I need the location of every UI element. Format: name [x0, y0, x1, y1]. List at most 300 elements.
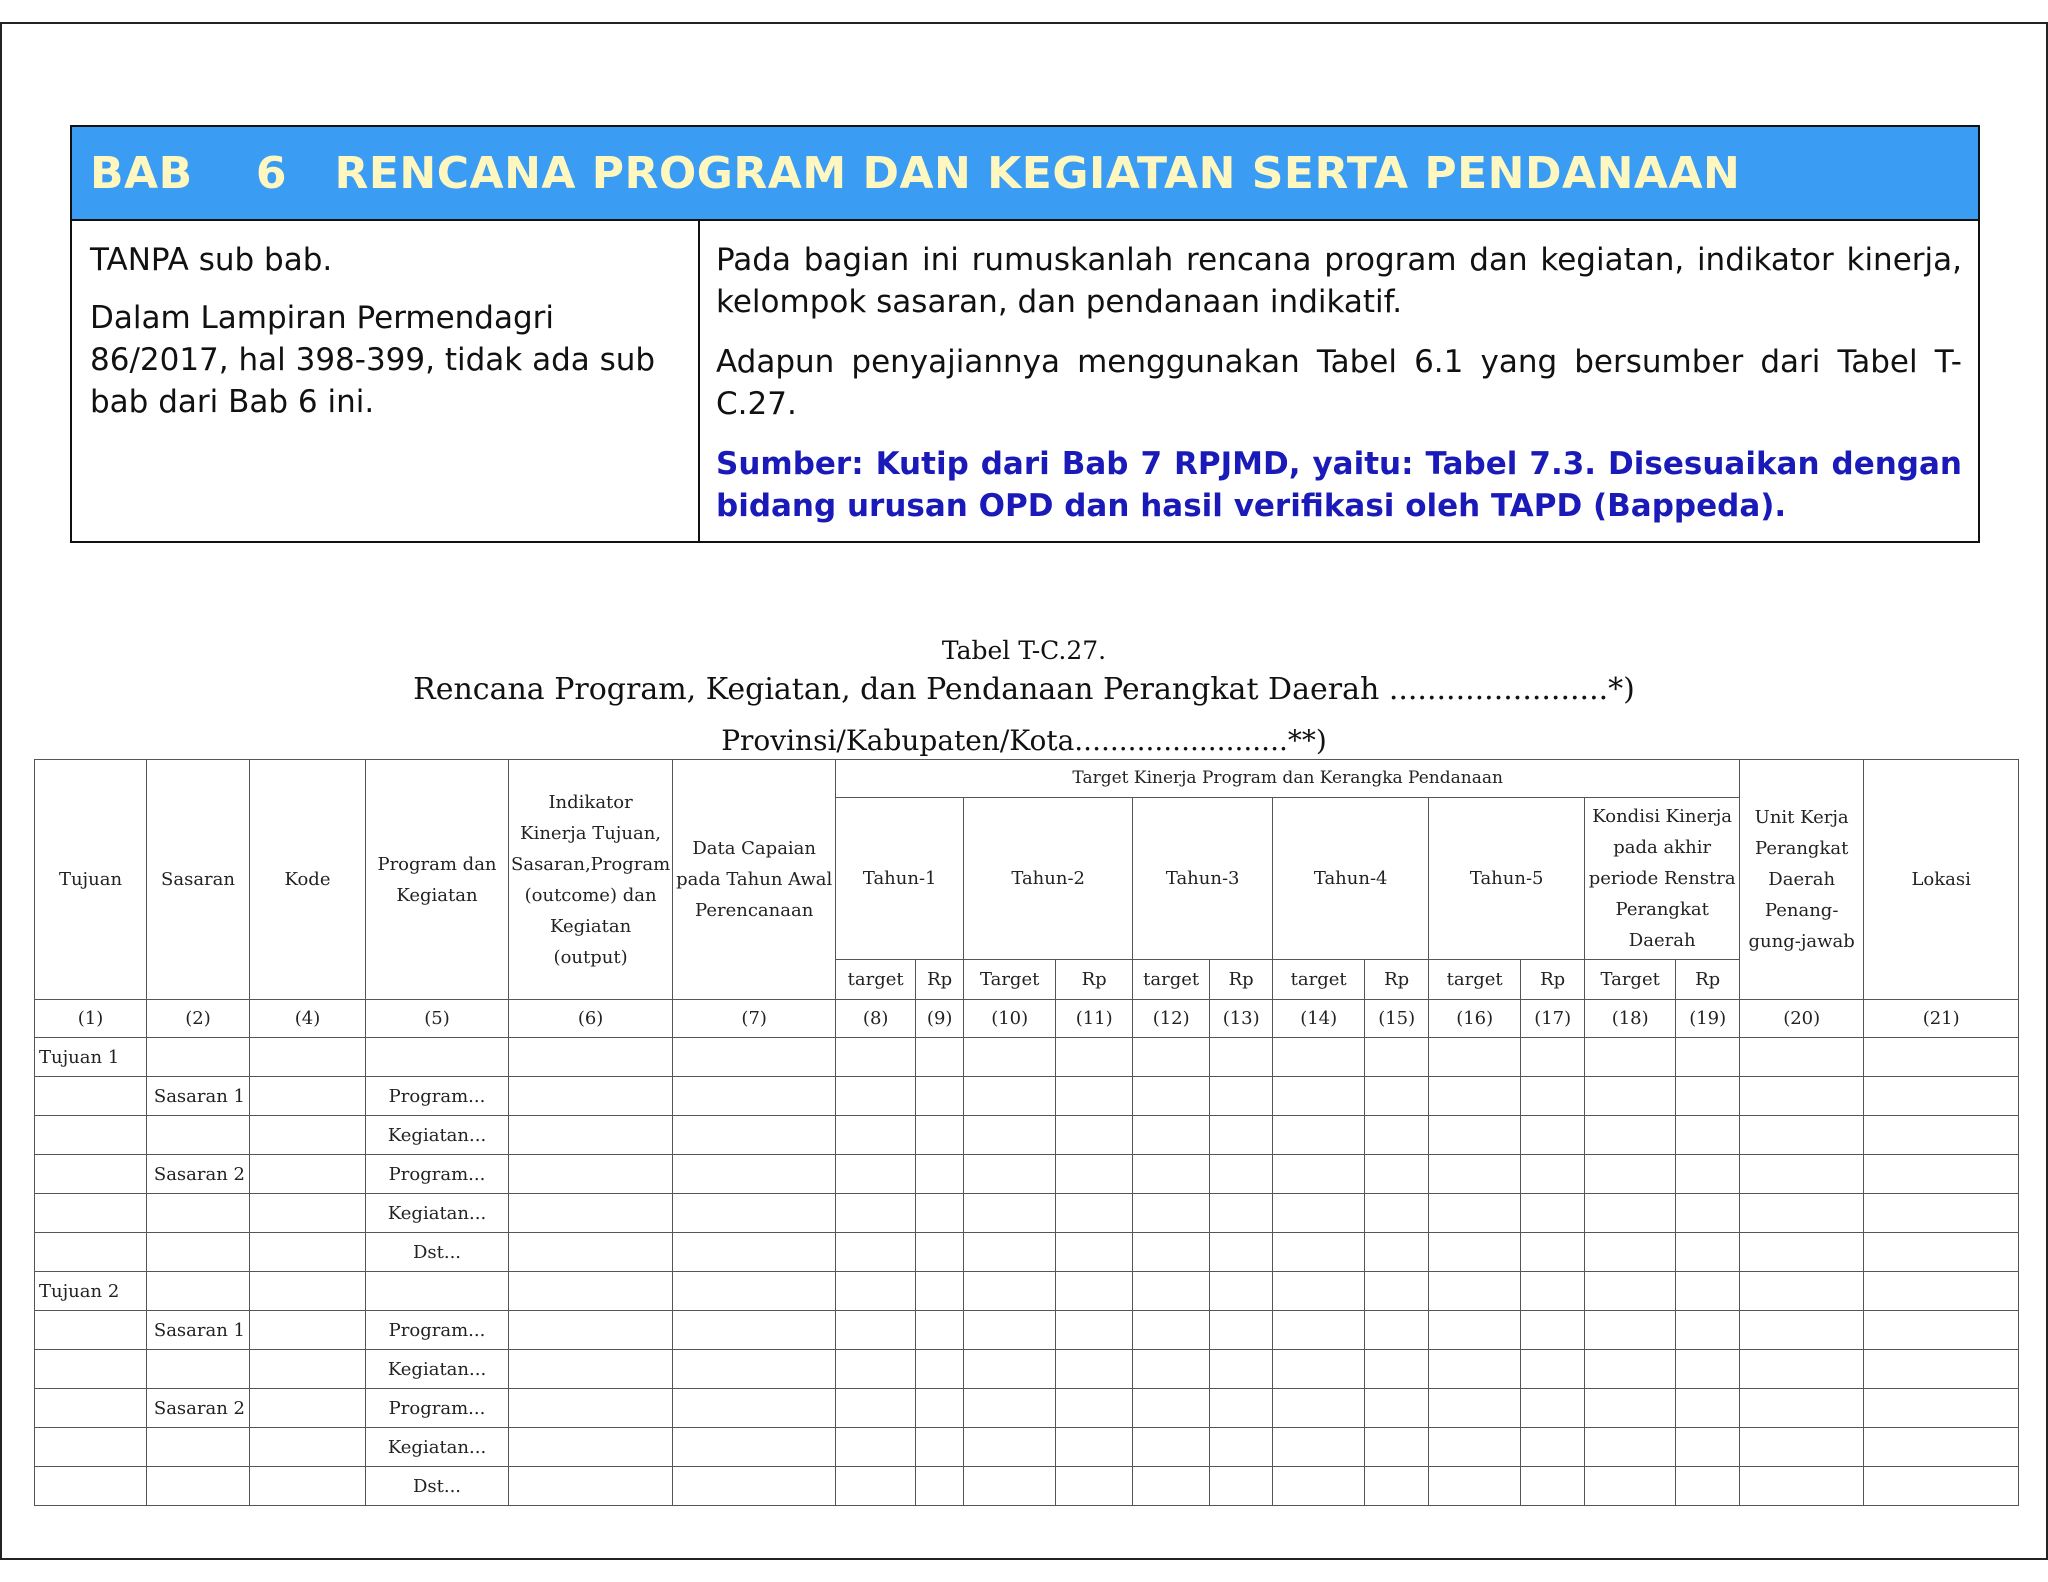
table-cell	[916, 1467, 964, 1506]
table-cell	[1429, 1272, 1521, 1311]
kondisi-line: Daerah	[1628, 930, 1696, 951]
header-tahun-3: Tahun-3	[1133, 798, 1273, 960]
table-cell	[250, 1194, 366, 1233]
table-cell	[1273, 1077, 1365, 1116]
cell-program: Program...	[366, 1311, 509, 1350]
table-cell	[916, 1233, 964, 1272]
kondisi-line: Kondisi Kinerja	[1592, 806, 1733, 827]
table-cell	[1521, 1428, 1585, 1467]
sub-header: Rp	[1676, 960, 1740, 1000]
table-cell	[250, 1155, 366, 1194]
cell-sasaran	[147, 1350, 250, 1389]
table-cell	[1133, 1155, 1210, 1194]
column-number: (11)	[1056, 1000, 1133, 1038]
table-cell	[509, 1077, 673, 1116]
table-cell	[673, 1038, 836, 1077]
unit-line: Unit Kerja	[1754, 807, 1849, 828]
table-cell	[673, 1077, 836, 1116]
table-cell	[1864, 1350, 2019, 1389]
column-number: (6)	[509, 1000, 673, 1038]
table-cell	[509, 1350, 673, 1389]
table-row	[35, 1428, 2019, 1467]
table-cell	[250, 1389, 366, 1428]
table-cell	[1429, 1467, 1521, 1506]
table-cell	[1365, 1155, 1429, 1194]
table-cell	[1676, 1467, 1740, 1506]
table-cell	[836, 1077, 916, 1116]
table-cell	[1210, 1233, 1273, 1272]
table-row	[35, 1116, 2019, 1155]
cell-tujuan	[35, 1311, 147, 1350]
table-cell	[1273, 1389, 1365, 1428]
table-cell	[1429, 1428, 1521, 1467]
table-cell	[250, 1311, 366, 1350]
table-cell	[509, 1389, 673, 1428]
table-cell	[836, 1350, 916, 1389]
table-cell	[1521, 1272, 1585, 1311]
table-cell	[1133, 1038, 1210, 1077]
table-row	[35, 1233, 2019, 1272]
table-cell	[1210, 1428, 1273, 1467]
header-lokasi: Lokasi	[1864, 760, 2019, 1000]
data-capaian-line: pada Tahun Awal	[676, 869, 833, 890]
table-cell	[1210, 1350, 1273, 1389]
table-cell	[509, 1428, 673, 1467]
column-number: (8)	[836, 1000, 916, 1038]
column-number: (12)	[1133, 1000, 1210, 1038]
table-cell	[1056, 1077, 1133, 1116]
table-cell	[1740, 1311, 1864, 1350]
header-tahun-4: Tahun-4	[1273, 798, 1429, 960]
table-row	[35, 1155, 2019, 1194]
header-kondisi-kinerja	[1585, 798, 1740, 960]
table-cell	[836, 1038, 916, 1077]
table-cell	[1429, 1233, 1521, 1272]
table-cell	[836, 1155, 916, 1194]
table-cell	[1521, 1038, 1585, 1077]
table-cell	[1210, 1038, 1273, 1077]
cell-tujuan	[35, 1155, 147, 1194]
table-cell	[916, 1155, 964, 1194]
table-cell	[673, 1155, 836, 1194]
table-cell	[1365, 1311, 1429, 1350]
cell-program: Kegiatan...	[366, 1116, 509, 1155]
cell-program: Dst...	[366, 1467, 509, 1506]
table-cell	[1429, 1038, 1521, 1077]
left-note-cell	[72, 221, 700, 541]
indikator-line: Kinerja Tujuan,	[520, 822, 662, 844]
table-cell	[1521, 1155, 1585, 1194]
unit-line: gung-jawab	[1748, 931, 1855, 952]
unit-line: Daerah	[1768, 869, 1836, 890]
table-cell	[836, 1389, 916, 1428]
table-cell	[1210, 1155, 1273, 1194]
cell-sasaran: Sasaran 1	[147, 1077, 250, 1116]
table-cell	[250, 1350, 366, 1389]
table-cell	[1585, 1389, 1676, 1428]
chapter-title: BAB 6 RENCANA PROGRAM DAN KEGIATAN SERTA PENDANAAN	[90, 147, 1741, 199]
header-kode: Kode	[250, 760, 366, 1000]
column-number: (17)	[1521, 1000, 1585, 1038]
table-cell	[836, 1311, 916, 1350]
table-cell	[250, 1038, 366, 1077]
chapter-title-bar	[72, 127, 1978, 221]
cell-tujuan: Tujuan 2	[35, 1272, 147, 1311]
indikator-line: Kegiatan (output)	[549, 915, 632, 968]
cell-program	[366, 1038, 509, 1077]
table-row	[35, 1272, 2019, 1311]
table-cell	[1365, 1350, 1429, 1389]
table-cell	[1585, 1116, 1676, 1155]
table-cell	[964, 1389, 1056, 1428]
table-cell	[1056, 1233, 1133, 1272]
sub-header: target	[1273, 960, 1365, 1000]
table-cell	[964, 1467, 1056, 1506]
column-number: (15)	[1365, 1000, 1429, 1038]
header-sasaran: Sasaran	[147, 760, 250, 1000]
table-cell	[1273, 1233, 1365, 1272]
left-note-1: TANPA sub bab.	[90, 242, 333, 278]
table-cell	[1210, 1311, 1273, 1350]
kondisi-line: periode Renstra	[1588, 868, 1736, 889]
chapter-body	[72, 221, 1978, 541]
column-number: (10)	[964, 1000, 1056, 1038]
cell-program: Kegiatan...	[366, 1350, 509, 1389]
column-number: (16)	[1429, 1000, 1521, 1038]
table-body	[35, 1038, 2019, 1506]
indikator-line: Sasaran,Program	[511, 853, 671, 875]
table-cell	[1585, 1350, 1676, 1389]
table-cell	[1864, 1389, 2019, 1428]
sub-header: Rp	[1056, 960, 1133, 1000]
table-cell	[916, 1389, 964, 1428]
table-cell	[1676, 1155, 1740, 1194]
table-cell	[1676, 1077, 1740, 1116]
table-row	[35, 1077, 2019, 1116]
sub-header: Rp	[916, 960, 964, 1000]
column-number: (13)	[1210, 1000, 1273, 1038]
column-number: (20)	[1740, 1000, 1864, 1038]
table-cell	[964, 1038, 1056, 1077]
table-cell	[1676, 1116, 1740, 1155]
table-cell	[964, 1155, 1056, 1194]
table-row	[35, 1038, 2019, 1077]
right-description-cell	[700, 221, 1978, 541]
cell-sasaran	[147, 1467, 250, 1506]
table-cell	[509, 1233, 673, 1272]
header-target-group: Target Kinerja Program dan Kerangka Pendanaan	[836, 760, 1740, 798]
table-cell	[1273, 1194, 1365, 1233]
table-cell	[1864, 1155, 2019, 1194]
table-cell	[1365, 1467, 1429, 1506]
table-cell	[1056, 1350, 1133, 1389]
table-cell	[250, 1077, 366, 1116]
table-cell	[1133, 1233, 1210, 1272]
header-tahun-2: Tahun-2	[964, 798, 1133, 960]
table-cell	[509, 1311, 673, 1350]
chapter-header-box	[70, 125, 1980, 543]
table-cell	[673, 1116, 836, 1155]
cell-program: Program...	[366, 1077, 509, 1116]
column-number: (21)	[1864, 1000, 2019, 1038]
header-data-capaian	[673, 760, 836, 1000]
cell-tujuan	[35, 1467, 147, 1506]
table-cell	[250, 1272, 366, 1311]
column-number: (4)	[250, 1000, 366, 1038]
table-cell	[1740, 1467, 1864, 1506]
sub-header: Rp	[1521, 960, 1585, 1000]
table-cell	[250, 1428, 366, 1467]
table-cell	[1365, 1116, 1429, 1155]
table-cell	[673, 1272, 836, 1311]
table-cell	[1864, 1116, 2019, 1155]
table-cell	[836, 1233, 916, 1272]
indikator-line: (outcome) dan	[524, 884, 657, 906]
table-cell	[836, 1467, 916, 1506]
column-number-row	[35, 1000, 2019, 1038]
sub-header: Rp	[1210, 960, 1273, 1000]
table-cell	[1864, 1272, 2019, 1311]
table-cell	[1133, 1077, 1210, 1116]
cell-sasaran	[147, 1194, 250, 1233]
cell-sasaran: Sasaran 2	[147, 1155, 250, 1194]
table-cell	[1133, 1194, 1210, 1233]
table-caption-number: Tabel T-C.27.	[941, 636, 1107, 665]
table-cell	[1676, 1194, 1740, 1233]
table-cell	[964, 1233, 1056, 1272]
table-cell	[1365, 1428, 1429, 1467]
table-cell	[1521, 1194, 1585, 1233]
table-cell	[1210, 1467, 1273, 1506]
table-cell	[1676, 1428, 1740, 1467]
table-cell	[836, 1194, 916, 1233]
table-cell	[1273, 1116, 1365, 1155]
table-cell	[1864, 1077, 2019, 1116]
table-cell	[1365, 1272, 1429, 1311]
table-cell	[1740, 1350, 1864, 1389]
table-cell	[1585, 1467, 1676, 1506]
table-cell	[1210, 1194, 1273, 1233]
table-row	[35, 1194, 2019, 1233]
table-cell	[1365, 1038, 1429, 1077]
table-cell	[1585, 1233, 1676, 1272]
indikator-line: Indikator	[548, 791, 633, 813]
table-cell	[916, 1350, 964, 1389]
cell-tujuan	[35, 1428, 147, 1467]
table-cell	[1429, 1311, 1521, 1350]
table-cell	[1521, 1116, 1585, 1155]
table-cell	[1585, 1077, 1676, 1116]
sub-header: target	[1133, 960, 1210, 1000]
table-cell	[1273, 1428, 1365, 1467]
table-cell	[1740, 1272, 1864, 1311]
description-2: Adapun penyajiannya menggunakan Tabel 6.1 yang bersumber dari Tabel T-C.27.	[716, 344, 1962, 422]
table-cell	[1740, 1116, 1864, 1155]
table-cell	[1585, 1194, 1676, 1233]
column-number: (19)	[1676, 1000, 1740, 1038]
table-cell	[1056, 1428, 1133, 1467]
table-cell	[1273, 1272, 1365, 1311]
table-cell	[964, 1077, 1056, 1116]
cell-sasaran: Sasaran 2	[147, 1389, 250, 1428]
table-cell	[1133, 1116, 1210, 1155]
table-cell	[1365, 1389, 1429, 1428]
table-cell	[1676, 1350, 1740, 1389]
table-cell	[964, 1194, 1056, 1233]
cell-tujuan	[35, 1116, 147, 1155]
table-cell	[1429, 1116, 1521, 1155]
cell-tujuan	[35, 1350, 147, 1389]
table-cell	[1365, 1233, 1429, 1272]
table-cell	[673, 1194, 836, 1233]
table-cell	[509, 1116, 673, 1155]
sub-header: Target	[1585, 960, 1676, 1000]
table-cell	[1056, 1467, 1133, 1506]
table-cell	[1210, 1272, 1273, 1311]
column-number: (9)	[916, 1000, 964, 1038]
header-unit-kerja	[1740, 760, 1864, 1000]
planning-table	[34, 759, 2019, 1506]
table-cell	[673, 1467, 836, 1506]
table-cell	[673, 1389, 836, 1428]
table-cell	[916, 1311, 964, 1350]
table-cell	[1365, 1194, 1429, 1233]
table-cell	[964, 1272, 1056, 1311]
table-cell	[1133, 1311, 1210, 1350]
table-cell	[1273, 1038, 1365, 1077]
table-cell	[916, 1428, 964, 1467]
cell-sasaran	[147, 1428, 250, 1467]
table-cell	[1133, 1428, 1210, 1467]
table-cell	[1740, 1428, 1864, 1467]
table-cell	[1273, 1155, 1365, 1194]
header-program: Program dan Kegiatan	[366, 760, 509, 1000]
cell-program: Program...	[366, 1389, 509, 1428]
data-capaian-line: Data Capaian	[692, 838, 817, 859]
header-tahun-1: Tahun-1	[836, 798, 964, 960]
table-cell	[509, 1038, 673, 1077]
table-caption-title: Rencana Program, Kegiatan, dan Pendanaan Perangkat Daerah .......................*)	[413, 672, 1635, 707]
kondisi-line: pada akhir	[1613, 837, 1712, 858]
table-cell	[916, 1116, 964, 1155]
cell-sasaran: Sasaran 1	[147, 1311, 250, 1350]
table-row	[35, 1350, 2019, 1389]
table-cell	[1056, 1311, 1133, 1350]
table-cell	[509, 1194, 673, 1233]
table-cell	[1133, 1467, 1210, 1506]
table-cell	[836, 1116, 916, 1155]
table-cell	[1056, 1272, 1133, 1311]
table-cell	[1676, 1311, 1740, 1350]
table-cell	[964, 1428, 1056, 1467]
table-cell	[1585, 1272, 1676, 1311]
header-tujuan: Tujuan	[35, 760, 147, 1000]
table-cell	[1585, 1155, 1676, 1194]
table-cell	[1740, 1389, 1864, 1428]
table-cell	[916, 1077, 964, 1116]
unit-line: Perangkat	[1755, 838, 1849, 859]
table-cell	[916, 1038, 964, 1077]
table-cell	[916, 1272, 964, 1311]
table-cell	[1864, 1467, 2019, 1506]
table-row	[35, 1311, 2019, 1350]
column-number: (1)	[35, 1000, 147, 1038]
unit-line: Penang-	[1764, 900, 1839, 921]
table-cell	[1210, 1077, 1273, 1116]
cell-tujuan: Tujuan 1	[35, 1038, 147, 1077]
cell-program: Dst...	[366, 1233, 509, 1272]
table-cell	[1676, 1272, 1740, 1311]
data-capaian-line: Perencanaan	[695, 900, 814, 921]
table-cell	[1133, 1272, 1210, 1311]
table-cell	[1864, 1428, 2019, 1467]
header-indikator	[509, 760, 673, 1000]
table-cell	[1429, 1350, 1521, 1389]
cell-sasaran	[147, 1116, 250, 1155]
table-cell	[836, 1272, 916, 1311]
table-row	[35, 1467, 2019, 1506]
cell-program: Kegiatan...	[366, 1194, 509, 1233]
table-cell	[1740, 1038, 1864, 1077]
table-cell	[1585, 1428, 1676, 1467]
table-cell	[673, 1350, 836, 1389]
table-cell	[673, 1311, 836, 1350]
table-cell	[1133, 1389, 1210, 1428]
table-cell	[509, 1467, 673, 1506]
table-caption-region: Provinsi/Kabupaten/Kota........................**)	[721, 724, 1327, 757]
table-cell	[1740, 1077, 1864, 1116]
table-cell	[1521, 1311, 1585, 1350]
table-cell	[509, 1155, 673, 1194]
table-cell	[509, 1272, 673, 1311]
table-cell	[1365, 1077, 1429, 1116]
column-number: (2)	[147, 1000, 250, 1038]
kondisi-line: Perangkat	[1615, 899, 1709, 920]
table-cell	[1585, 1038, 1676, 1077]
cell-program	[366, 1272, 509, 1311]
column-number: (5)	[366, 1000, 509, 1038]
table-cell	[1273, 1311, 1365, 1350]
sub-header: target	[1429, 960, 1521, 1000]
table-cell	[916, 1194, 964, 1233]
table-cell	[1521, 1350, 1585, 1389]
table-cell	[1056, 1194, 1133, 1233]
cell-tujuan	[35, 1389, 147, 1428]
table-cell	[1740, 1155, 1864, 1194]
left-note-2: Dalam Lampiran Permendagri 86/2017, hal 398-399, tidak ada sub bab dari Bab 6 ini.	[90, 300, 656, 420]
cell-program: Program...	[366, 1155, 509, 1194]
header-tahun-5: Tahun-5	[1429, 798, 1585, 960]
sub-header: target	[836, 960, 916, 1000]
cell-tujuan	[35, 1077, 147, 1116]
table-cell	[1521, 1077, 1585, 1116]
table-cell	[250, 1467, 366, 1506]
table-cell	[1676, 1038, 1740, 1077]
table-cell	[1210, 1116, 1273, 1155]
cell-program: Kegiatan...	[366, 1428, 509, 1467]
sub-header: Target	[964, 960, 1056, 1000]
table-cell	[1056, 1116, 1133, 1155]
table-cell	[1056, 1038, 1133, 1077]
sub-header: Rp	[1365, 960, 1429, 1000]
table-cell	[1273, 1467, 1365, 1506]
table-cell	[1210, 1389, 1273, 1428]
column-number: (18)	[1585, 1000, 1676, 1038]
table-cell	[1429, 1194, 1521, 1233]
table-cell	[1521, 1389, 1585, 1428]
table-cell	[1521, 1467, 1585, 1506]
table-cell	[964, 1116, 1056, 1155]
